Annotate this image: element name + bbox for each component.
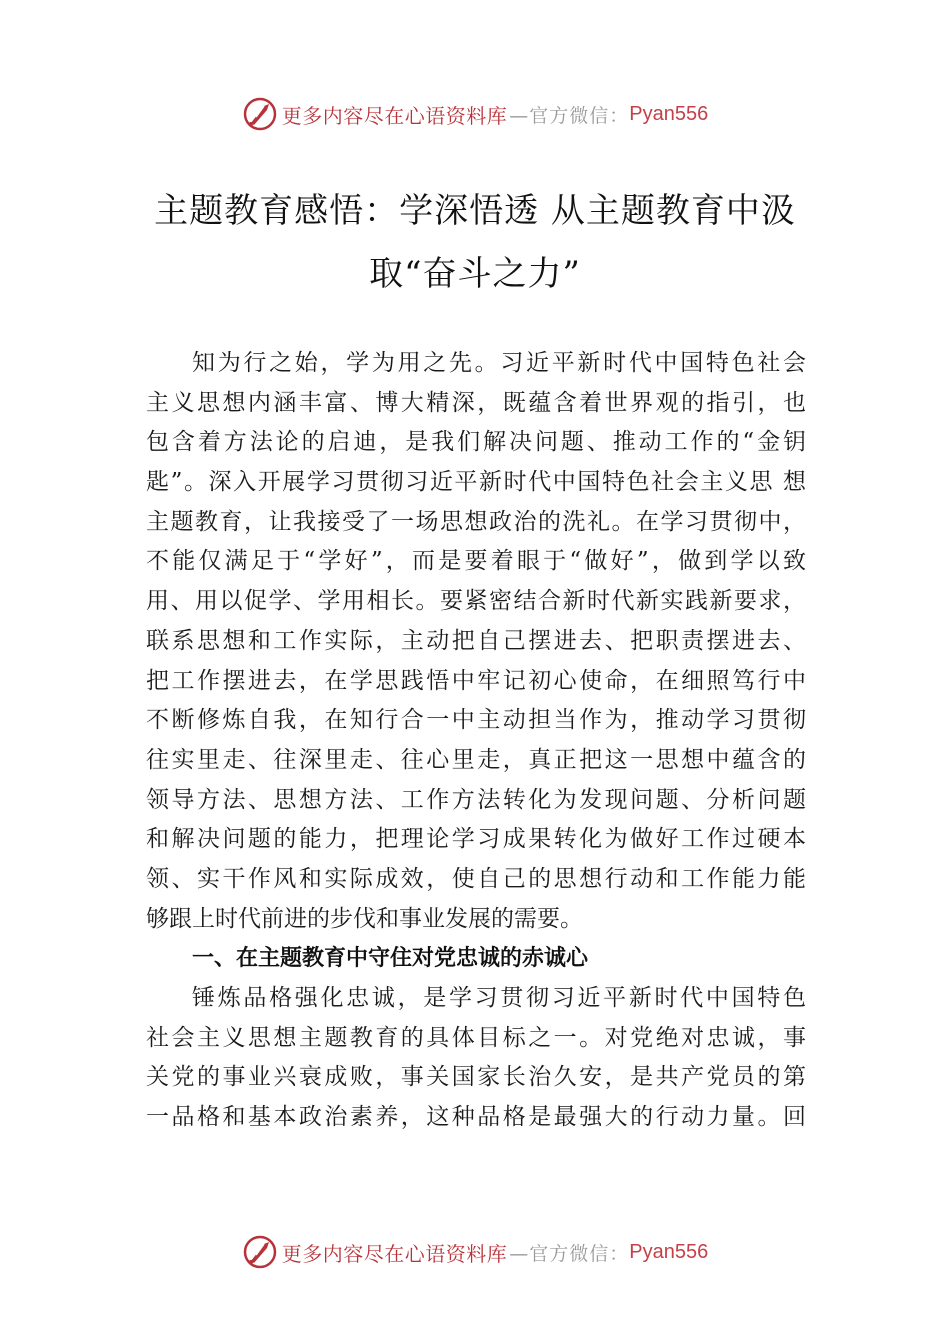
banner-wechat-id: Pyan556 [629,1240,709,1263]
header-banner [0,94,950,134]
paragraph-1-line: 匙”。深入开展学习贯彻习近平新时代中国特色社会主义思 想 [146,469,806,496]
paragraph-1-line: 领、实干作风和实际成效，使自己的思想行动和工作能力能 [146,865,806,892]
paragraph-1-line: 包含着方法论的启迪，是我们解决问题、推动工作的“金钥 [146,429,806,456]
footer-banner [0,1232,950,1272]
paragraph-1-line: 和解决问题的能力，把理论学习成果转化为做好工作过硬本 [146,826,806,853]
paragraph-1-line: 领导方法、思想方法、工作方法转化为发现问题、分析问题 [146,786,806,813]
banner-suffix-text: —官方微信： [509,1242,630,1265]
document-title [110,180,840,306]
banner-brand-text: 更多内容尽在心语资料库 [281,103,508,128]
paragraph-2-line: 一品格和基本政治素养，这种品格是最强大的行动力量。回 [146,1104,806,1131]
banner-wechat-id: Pyan556 [629,102,709,125]
quill-pen-logo-icon [242,96,278,132]
paragraph-1-line: 把工作摆进去，在学思践悟中牢记初心使命，在细照笃行中 [146,667,806,694]
paragraph-1-line: 知为行之始，学为用之先。习近平新时代中国特色社会 [192,350,806,376]
banner-suffix-text: —官方微信： [509,104,630,127]
paragraph-1-line: 主题教育，让我接受了一场思想政治的洗礼。在学习贯彻中， [146,508,806,535]
paragraph-1-line: 往实里走、往深里走、往心里走，真正把这一思想中蕴含的 [146,746,806,773]
paragraph-1-line: 用、用以促学、学用相长。要紧密结合新时代新实践新要求， [146,588,806,615]
paragraph-2-line: 关党的事业兴衰成败，事关国家长治久安，是共产党员的第 [146,1064,806,1091]
paragraph-1-line: 联系思想和工作实际，主动把自己摆进去、把职责摆进去、 [146,627,806,654]
title-line-2: 取“奋斗之力” [369,254,581,294]
paragraph-2-line: 锤炼品格强化忠诚，是学习贯彻习近平新时代中国特色 [192,985,806,1011]
paragraph-1-line: 不断修炼自我，在知行合一中主动担当作为，推动学习贯彻 [146,707,806,734]
paragraph-1-line: 主义思想内涵丰富、博大精深，既蕴含着世界观的指引，也 [146,389,806,416]
title-line-1: 主题教育感悟：学深悟透 从主题教育中汲 [154,191,796,231]
paragraph-2-line: 社会主义思想主题教育的具体目标之一。对党绝对忠诚，事 [146,1024,806,1051]
document-body [146,344,806,1138]
paragraph-1-line: 不能仅满足于“学好”，而是要着眼于“做好”，做到学以致 [146,548,806,575]
banner-brand-text: 更多内容尽在心语资料库 [281,1241,508,1266]
section-1-heading: 一、在主题教育中守住对党忠诚的赤诚心 [192,946,589,972]
quill-pen-logo-icon [242,1234,278,1270]
paragraph-1-line: 够跟上时代前进的步伐和事业发展的需要。 [146,905,583,932]
